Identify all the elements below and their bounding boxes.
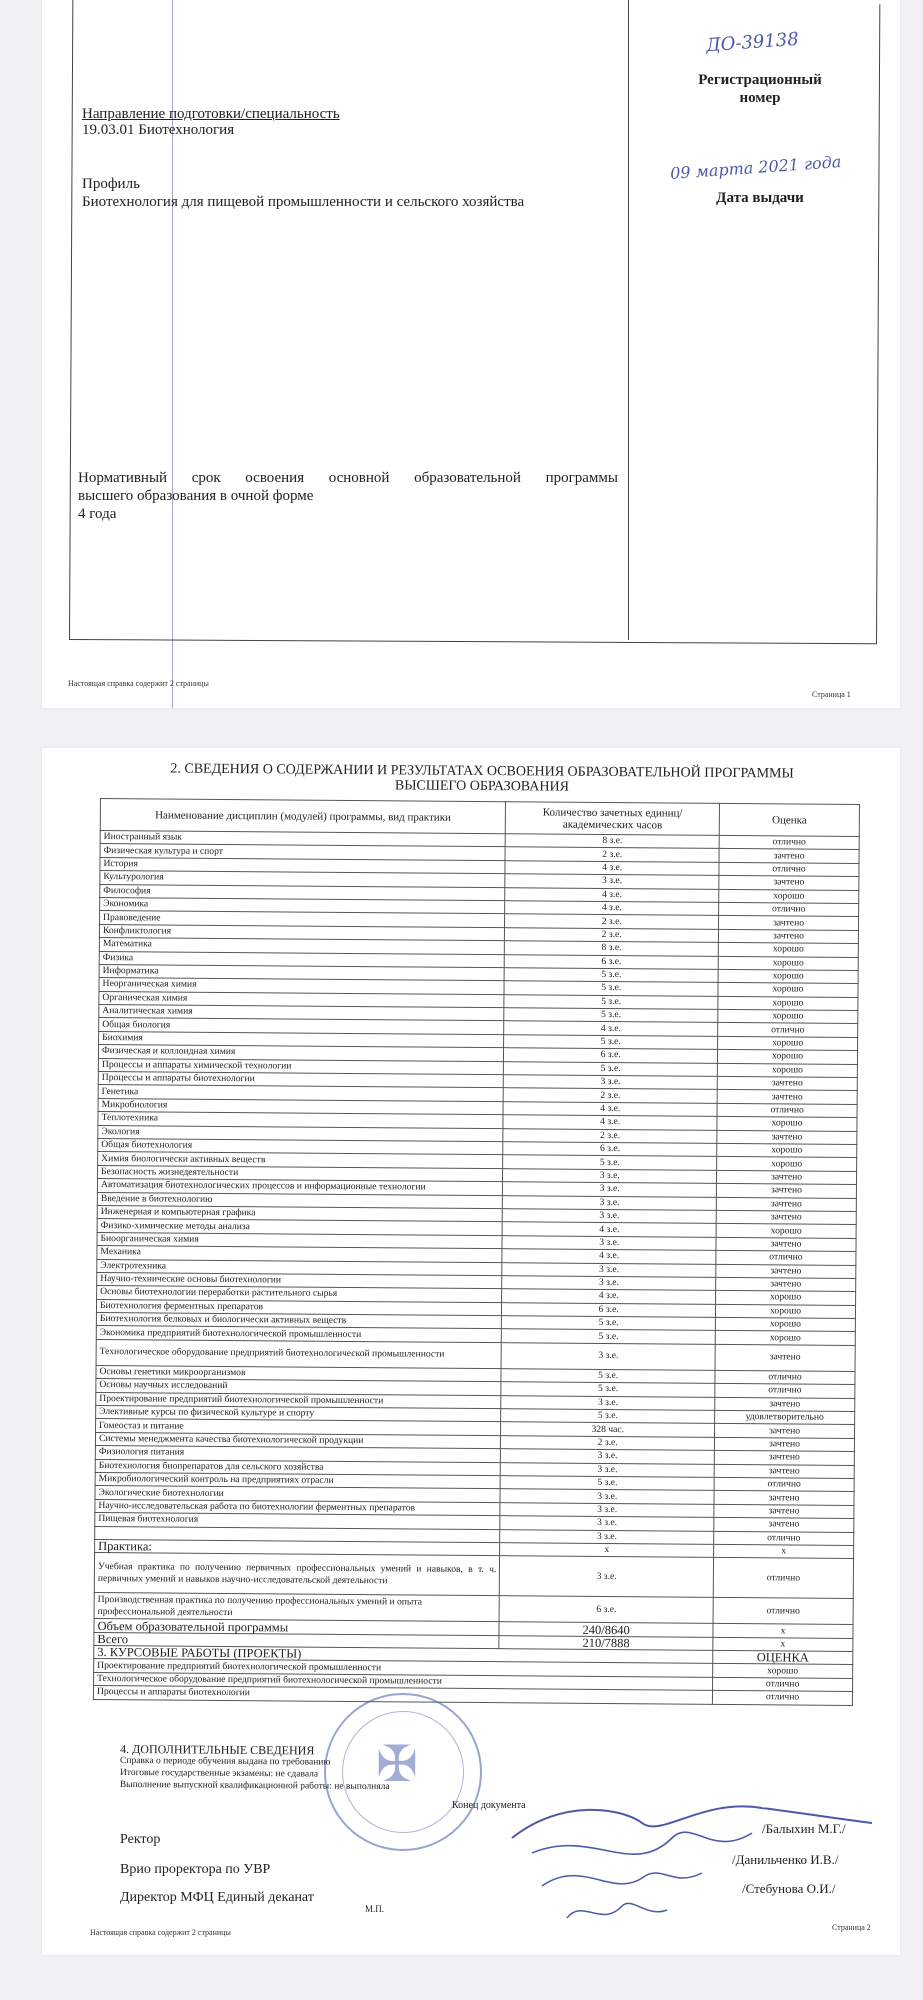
discipline-credits: 328 час. <box>501 1422 715 1437</box>
discipline-credits: 3 з.е. <box>501 1462 715 1477</box>
practice-grade: отлично <box>713 1558 853 1599</box>
discipline-name: Основы генетики микроорганизмов <box>96 1365 501 1382</box>
practice-label: Практика: <box>95 1539 500 1556</box>
page2-footer-right: Страница 2 <box>832 1923 871 1932</box>
practice-section <box>94 1539 854 1665</box>
discipline-grade: отлично <box>715 1370 855 1384</box>
page2-footer-left: Настоящая справка содержит 2 страницы <box>90 1928 231 1937</box>
discipline-credits: 5 з.е. <box>501 1369 715 1384</box>
discipline-credits: 3 з.е. <box>500 1502 714 1517</box>
page1-footer-right: Страница 1 <box>812 690 851 699</box>
discipline-name: Биоорганическая химия <box>97 1232 502 1249</box>
coursework-name: Технологическое оборудование предприятий биотехнологической промышленности <box>94 1672 713 1690</box>
discipline-name: Физика <box>99 951 504 968</box>
discipline-grade: хорошо <box>718 996 858 1010</box>
registration-label-1: Регистрационный <box>698 72 822 88</box>
profile-value: Биотехнология для пищевой промышленности и сельского хозяйства <box>82 194 525 210</box>
discipline-name: Культурология <box>100 871 505 888</box>
program-volume-value: 240/8640 <box>499 1622 713 1637</box>
discipline-grade: отлично <box>716 1250 856 1264</box>
discipline-grade: отлично <box>718 1023 858 1037</box>
discipline-name: Системы менеджмента качества биотехнологической продукции <box>95 1432 500 1449</box>
discipline-grade: хорошо <box>717 1143 857 1157</box>
discipline-credits: 6 з.е. <box>503 1142 717 1157</box>
discipline-name: Физическая и коллоидная химия <box>98 1045 503 1062</box>
discipline-grade: зачтено <box>717 1170 857 1184</box>
discipline-grade: отлично <box>714 1477 854 1491</box>
discipline-credits: 3 з.е. <box>502 1235 716 1250</box>
discipline-name: Органическая химия <box>99 991 504 1008</box>
discipline-name: Теплотехника <box>98 1112 503 1129</box>
signature-name-vice-rector: /Данильченко И.В./ <box>732 1852 839 1867</box>
document-page-1 <box>42 0 900 708</box>
practice-credits: 6 з.е. <box>499 1596 713 1624</box>
term-line-2: высшего образования в очной форме <box>78 488 314 504</box>
discipline-credits: 6 з.е. <box>505 954 719 969</box>
page1-column-divider <box>628 0 629 640</box>
discipline-credits: 5 з.е. <box>503 1155 717 1170</box>
coursework-grade: хорошо <box>713 1664 853 1678</box>
discipline-grade: хорошо <box>716 1304 856 1318</box>
total-label: Всего <box>94 1632 499 1649</box>
discipline-name: Аналитическая химия <box>99 1005 504 1022</box>
discipline-grade: зачтено <box>714 1464 854 1478</box>
discipline-credits: 2 з.е. <box>505 847 719 862</box>
discipline-grade: зачтено <box>715 1397 855 1411</box>
discipline-grade: отлично <box>715 1384 855 1398</box>
discipline-credits: 5 з.е. <box>504 1035 718 1050</box>
discipline-grade: хорошо <box>719 889 859 903</box>
grades-table-wrapper <box>93 798 860 1706</box>
discipline-grade: хорошо <box>718 1009 858 1023</box>
discipline-grade: зачтено <box>716 1210 856 1224</box>
discipline-credits: 3 з.е. <box>501 1449 715 1464</box>
discipline-name: Неорганическая химия <box>99 978 504 995</box>
discipline-grade: хорошо <box>715 1331 855 1345</box>
coursework-name: Проектирование предприятий биотехнологической промышленности <box>94 1659 713 1677</box>
discipline-grade: хорошо <box>718 942 858 956</box>
discipline-credits: 5 з.е. <box>504 981 718 996</box>
discipline-credits: 3 з.е. <box>503 1182 717 1197</box>
discipline-name: Общая биология <box>99 1018 504 1035</box>
discipline-credits: 3 з.е. <box>503 1195 717 1210</box>
coat-of-arms-icon: ✠ <box>376 1736 418 1792</box>
discipline-credits: 3 з.е. <box>504 1075 718 1090</box>
discipline-grade: отлично <box>719 902 859 916</box>
discipline-name: Инженерная и компьютерная графика <box>97 1205 502 1222</box>
header-grade: Оценка <box>719 803 859 836</box>
discipline-grade: зачтено <box>714 1491 854 1505</box>
discipline-grade: зачтено <box>716 1237 856 1251</box>
discipline-name: Механика <box>97 1246 502 1263</box>
discipline-grade: хорошо <box>718 1050 858 1064</box>
discipline-name: Экономика предприятий биотехнологической промышленности <box>96 1326 501 1343</box>
issue-date-label: Дата выдачи <box>716 190 804 206</box>
discipline-grade: зачтено <box>715 1424 855 1438</box>
discipline-grade: отлично <box>714 1531 854 1545</box>
section4-block <box>120 1743 390 1793</box>
discipline-grade: зачтено <box>717 1076 857 1090</box>
discipline-name: Экология <box>98 1125 503 1142</box>
discipline-credits: 2 з.е. <box>504 1088 718 1103</box>
discipline-credits: 4 з.е. <box>502 1249 716 1264</box>
discipline-credits: 5 з.е. <box>504 968 718 983</box>
grades-table <box>93 798 860 1706</box>
direction-label: Направление подготовки/специальность <box>82 106 340 122</box>
discipline-name: Общая биотехнология <box>98 1138 503 1155</box>
issue-date-handwritten: 09 марта 2021 года <box>669 152 842 183</box>
discipline-grade: зачтено <box>717 1130 857 1144</box>
discipline-grade: зачтено <box>714 1437 854 1451</box>
section3-title: 3. КУРСОВЫЕ РАБОТЫ (ПРОЕКТЫ) <box>94 1646 713 1664</box>
discipline-grade: удовлетворительно <box>715 1410 855 1424</box>
section4-title: 4. ДОПОЛНИТЕЛЬНЫЕ СВЕДЕНИЯ <box>120 1741 315 1758</box>
discipline-name: Экономика <box>100 897 505 914</box>
discipline-grade: хорошо <box>718 969 858 983</box>
discipline-name: Процессы и аппараты биотехнологии <box>98 1072 503 1089</box>
term-value: 4 года <box>78 506 117 522</box>
discipline-grade: хорошо <box>717 1117 857 1131</box>
discipline-grade: отлично <box>719 862 859 876</box>
discipline-grade: зачтено <box>714 1517 854 1531</box>
discipline-credits: 4 з.е. <box>502 1289 716 1304</box>
discipline-name: Научно-исследовательская работа по биотехнологии ферментных препаратов <box>95 1499 500 1516</box>
discipline-credits: 6 з.е. <box>504 1048 718 1063</box>
discipline-credits: 5 з.е. <box>504 994 718 1009</box>
discipline-credits: 3 з.е. <box>502 1276 716 1291</box>
total-x: х <box>713 1637 853 1651</box>
term-line-1: Нормативный срок освоения основной образовательной программы <box>78 470 618 486</box>
section4-line: Итоговые государственные экзамены: не сдавала <box>119 1767 319 1780</box>
coursework-grade: отлично <box>713 1677 853 1691</box>
signature-name-rector: /Балыхин М.Г./ <box>762 1821 846 1836</box>
discipline-name: Научно-технические основы биотехнологии <box>97 1272 502 1289</box>
registration-label-2: номер <box>739 90 781 106</box>
discipline-name: Конфликтология <box>99 924 504 941</box>
discipline-grade: зачтено <box>714 1451 854 1465</box>
discipline-name: Биотехнология биопрепаратов для сельского хозяйства <box>95 1459 500 1476</box>
discipline-credits: 3 з.е. <box>500 1516 714 1531</box>
discipline-name: Философия <box>100 884 505 901</box>
signature-role-director: Директор МФЦ Единый деканат <box>120 1890 314 1905</box>
discipline-name: Введение в биотехнологию <box>97 1192 502 1209</box>
program-volume-x: х <box>713 1624 853 1638</box>
discipline-grade: хорошо <box>715 1317 855 1331</box>
discipline-grade: хорошо <box>718 983 858 997</box>
discipline-credits: 6 з.е. <box>502 1302 716 1317</box>
discipline-grade: зачтено <box>718 929 858 943</box>
discipline-credits: 2 з.е. <box>503 1128 717 1143</box>
discipline-grade: хорошо <box>718 956 858 970</box>
header-discipline: Наименование дисциплин (модулей) программы, вид практики <box>100 799 506 834</box>
section2-title <box>162 761 802 796</box>
direction-value: 19.03.01 Биотехнология <box>82 122 235 138</box>
discipline-credits: 4 з.е. <box>503 1115 717 1130</box>
discipline-name: Основы научных исследований <box>96 1379 501 1396</box>
discipline-name: Физиология питания <box>95 1446 500 1463</box>
discipline-name: История <box>100 857 505 874</box>
discipline-name: Основы биотехнологии переработки растительного сырья <box>97 1286 502 1303</box>
discipline-name: Математика <box>99 938 504 955</box>
discipline-name: Физико-химические методы анализа <box>97 1219 502 1236</box>
discipline-name: Физическая культура и спорт <box>100 844 505 861</box>
discipline-grade: зачтено <box>719 876 859 890</box>
discipline-credits: 2 з.е. <box>501 1435 715 1450</box>
discipline-credits: 5 з.е. <box>502 1316 716 1331</box>
discipline-credits: 4 з.е. <box>503 1101 717 1116</box>
practice-name: Учебная практика по получению первичных профессиональных умений и навыков, в т. ч. первичных умений и навыков научно-исследовательской деятельности <box>94 1553 500 1596</box>
discipline-grade: зачтено <box>715 1344 855 1371</box>
discipline-credits: 3 з.е. <box>501 1343 715 1371</box>
practice-x-credits: х <box>500 1543 714 1558</box>
practice-credits: 3 з.е. <box>500 1556 714 1598</box>
signature-role-vice-rector: Врио проректора по УВР <box>120 1862 271 1877</box>
discipline-grade: хорошо <box>717 1063 857 1077</box>
discipline-name: Электротехника <box>97 1259 502 1276</box>
discipline-credits: 3 з.е. <box>501 1395 715 1410</box>
discipline-grade: зачтено <box>717 1090 857 1104</box>
discipline-name: Процессы и аппараты химической технологии <box>98 1058 503 1075</box>
discipline-name: Автоматизация биотехнологических процессов и информационные технологии <box>97 1179 502 1196</box>
section4-line: Справка о периоде обучения выдана по требованию <box>120 1755 331 1768</box>
discipline-name: Химия биологически активных веществ <box>98 1152 503 1169</box>
discipline-grade: зачтено <box>716 1277 856 1291</box>
practice-row <box>94 1553 853 1599</box>
page1-footer-left: Настоящая справка содержит 2 страницы <box>68 679 209 688</box>
discipline-grade: хорошо <box>717 1157 857 1171</box>
discipline-credits: 4 з.е. <box>505 887 719 902</box>
discipline-credits: 5 з.е. <box>501 1382 715 1397</box>
practice-grade: отлично <box>713 1598 853 1625</box>
disciplines-body <box>95 831 860 1546</box>
discipline-credits: 2 з.е. <box>505 914 719 929</box>
discipline-credits: 2 з.е. <box>505 927 719 942</box>
discipline-credits: 8 з.е. <box>505 941 719 956</box>
discipline-credits: 5 з.е. <box>504 1061 718 1076</box>
discipline-name: Микробиологический контроль на предприятиях отрасли <box>95 1472 500 1489</box>
discipline-name: Иностранный язык <box>100 831 505 848</box>
discipline-name: Микробиология <box>98 1098 503 1115</box>
discipline-grade: зачтено <box>714 1504 854 1518</box>
discipline-grade: хорошо <box>716 1291 856 1305</box>
discipline-grade: зачтено <box>716 1264 856 1278</box>
discipline-grade: отлично <box>719 835 859 849</box>
program-volume-label: Объем образовательной программы <box>94 1619 499 1636</box>
discipline-name: Технологическое оборудование предприятий биотехнологической промышленности <box>96 1339 502 1368</box>
discipline-grade: хорошо <box>716 1224 856 1238</box>
discipline-grade: отлично <box>717 1103 857 1117</box>
section2-title-line2: ВЫСШЕГО ОБРАЗОВАНИЯ <box>394 778 570 795</box>
discipline-name: Информатика <box>99 964 504 981</box>
discipline-credits: 3 з.е. <box>500 1529 714 1544</box>
discipline-name: Гомеостаз и питание <box>96 1419 501 1436</box>
discipline-credits: 5 з.е. <box>501 1409 715 1424</box>
practice-x-grade: х <box>714 1544 854 1558</box>
coursework-body <box>93 1659 852 1705</box>
discipline-name: Правоведение <box>100 911 505 928</box>
discipline-name: Пищевая биотехнология <box>95 1513 500 1530</box>
discipline-name: Биотехнология ферментных препаратов <box>96 1299 501 1316</box>
discipline-grade: зачтено <box>716 1197 856 1211</box>
discipline-name: Генетика <box>98 1085 503 1102</box>
total-value: 210/7888 <box>499 1635 713 1650</box>
discipline-credits: 3 з.е. <box>503 1209 717 1224</box>
registration-number-handwritten: ДО-39138 <box>705 28 800 57</box>
discipline-grade: зачтено <box>719 916 859 930</box>
discipline-credits: 3 з.е. <box>505 874 719 889</box>
discipline-grade: зачтено <box>719 849 859 863</box>
discipline-credits: 4 з.е. <box>505 860 719 875</box>
discipline-name: Биохимия <box>99 1031 504 1048</box>
discipline-credits: 3 з.е. <box>500 1489 714 1504</box>
discipline-credits: 5 з.е. <box>502 1329 716 1344</box>
discipline-name: Безопасность жизнедеятельности <box>98 1165 503 1182</box>
discipline-credits: 5 з.е. <box>500 1476 714 1491</box>
discipline-credits: 3 з.е. <box>503 1168 717 1183</box>
discipline-grade: хорошо <box>718 1036 858 1050</box>
discipline-credits: 8 з.е. <box>506 834 720 849</box>
discipline-credits: 4 з.е. <box>504 1021 718 1036</box>
coursework-name: Процессы и аппараты биотехнологии <box>93 1686 712 1704</box>
header-credits: Количество зачетных единиц/ академических часов <box>506 802 720 836</box>
practice-name: Производственная практика по получению профессиональных умений и опыта профессиональной деятельности <box>94 1593 500 1622</box>
end-of-document: Конец документа <box>452 1800 526 1811</box>
coursework-grade: отлично <box>712 1691 852 1705</box>
discipline-credits: 3 з.е. <box>502 1262 716 1277</box>
document-page-2 <box>42 748 900 1955</box>
discipline-name: Биотехнология белковых и биологически активных веществ <box>96 1313 501 1330</box>
seal-place-mark: М.П. <box>365 1904 385 1914</box>
discipline-name: Элективные курсы по физической культуре и спорту <box>96 1406 501 1423</box>
discipline-grade: зачтено <box>716 1184 856 1198</box>
discipline-name: Проектирование предприятий биотехнологической промышленности <box>96 1392 501 1409</box>
discipline-credits: 4 з.е. <box>502 1222 716 1237</box>
discipline-credits: 4 з.е. <box>505 901 719 916</box>
section3-grade-header: ОЦЕНКА <box>713 1650 853 1664</box>
section4-line: Выполнение выпускной квалификационной работы: не выполняла <box>119 1779 390 1793</box>
signature-role-rector: Ректор <box>120 1832 161 1847</box>
signature-name-director: /Стебунова О.И./ <box>742 1881 836 1896</box>
section2-title-line1: 2. СВЕДЕНИЯ О СОДЕРЖАНИИ И РЕЗУЛЬТАТАХ ОСВОЕНИЯ ОБРАЗОВАТЕЛЬНОЙ ПРОГРАММЫ <box>170 761 794 782</box>
profile-label: Профиль <box>82 176 140 192</box>
discipline-name: Экологические биотехнологии <box>95 1486 500 1503</box>
discipline-credits: 5 з.е. <box>504 1008 718 1023</box>
